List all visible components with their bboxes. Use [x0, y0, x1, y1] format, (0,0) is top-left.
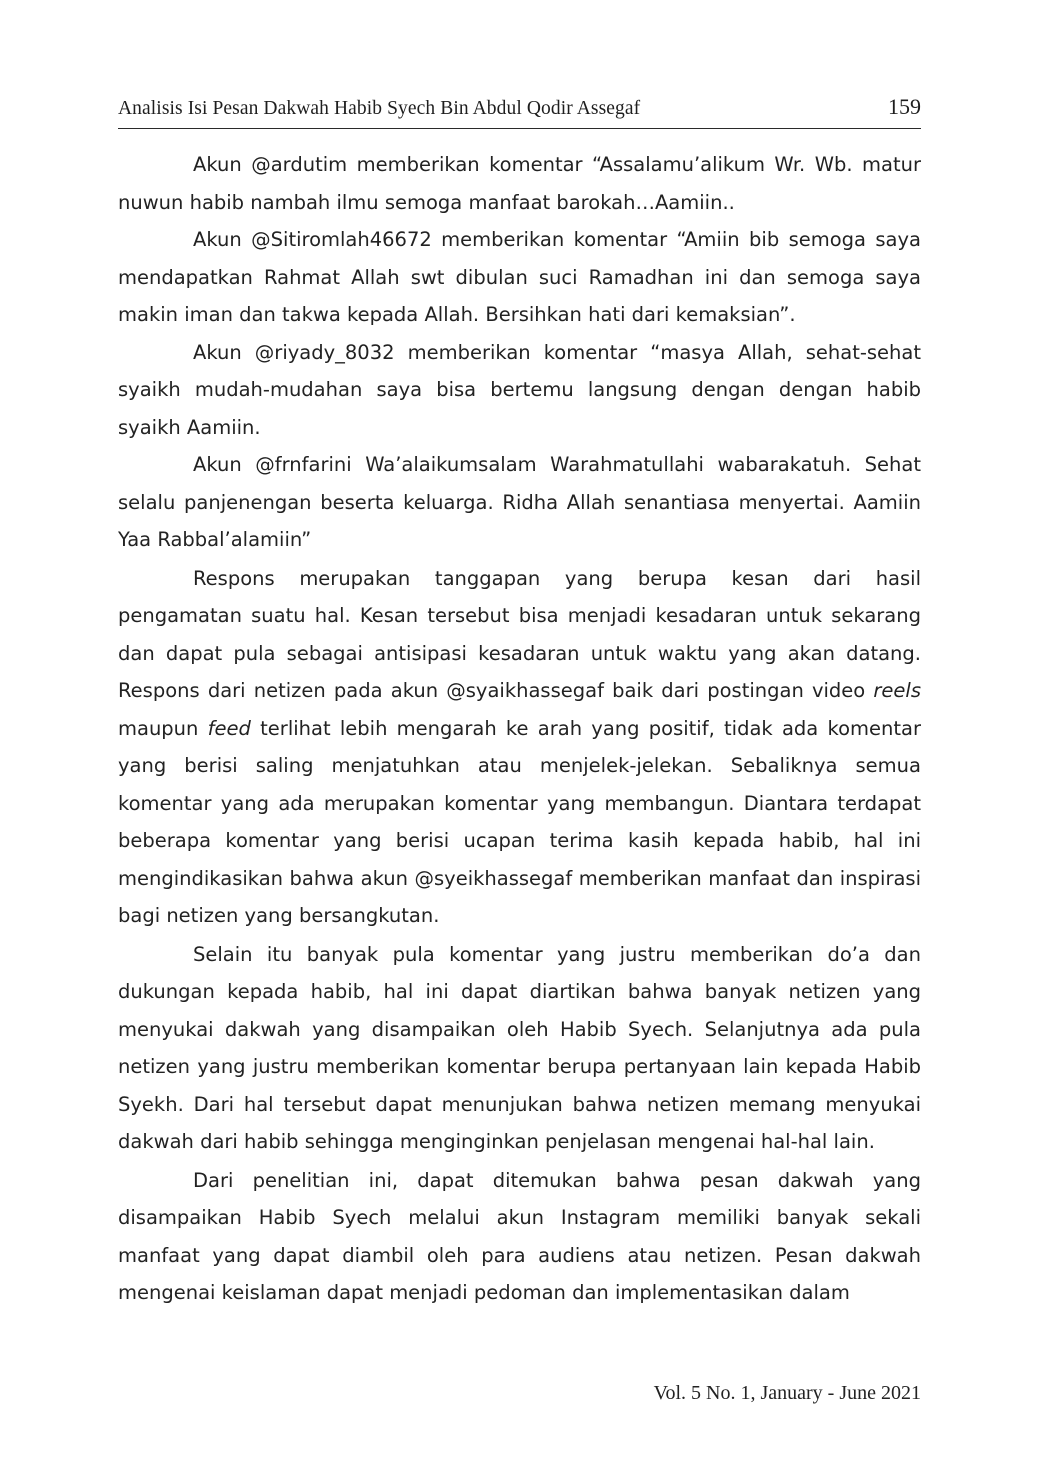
paragraph-selain-itu: Selain itu banyak pula komentar yang justru memberikan do’a dan dukungan kepada habib, hal ini dapat diartikan bahwa banyak netizen yang menyukai dakwah yang disampaikan oleh Habib Syech. Selanjutnya ada pula netizen yang justru memberikan komentar berupa pertanyaan lain kepada Habib Syekh. Dari hal tersebut dapat menunjukan bahwa netizen memang menyukai dakwah dari habib sehingga menginginkan penjelasan mengenai hal-hal lain. — [118, 942, 921, 1153]
running-title: Analisis Isi Pesan Dakwah Habib Syech Bin Abdul Qodir Assegaf — [118, 98, 641, 119]
page-number: 159 — [888, 94, 921, 119]
paragraph-penelitian: Dari penelitian ini, dapat ditemukan bahwa pesan dakwah yang disampaikan Habib Syech melalui akun Instagram memiliki banyak sekali manfaat yang dapat diambil oleh para audiens atau netizen. Pesan dakwah mengenai keislaman dapat menjadi pedoman dan implementasikan dalam — [118, 1168, 921, 1304]
paragraph-respons-part-3: terlihat lebih mengarah ke arah yang positif, tidak ada komentar yang berisi saling menjatuhkan atau menjelek-jelekan. Sebaliknya semua komentar yang ada merupakan komentar yang membangun. Diantara terdapat beberapa komentar yang berisi ucapan terima kasih kepada habib, hal ini mengindikasikan bahwa akun @syeikhassegaf memberikan manfaat dan inspirasi bagi netizen yang bersangkutan. — [118, 716, 921, 927]
page-header — [118, 92, 921, 129]
italic-term-feed: feed — [207, 716, 251, 740]
paragraph-respons-part-1: Respons merupakan tanggapan yang berupa kesan dari hasil pengamatan suatu hal. Kesan tersebut bisa menjadi kesadaran untuk sekarang dan dapat pula sebagai antisipasi kesadaran untuk waktu yang akan datang. Respons dari netizen pada akun @syaikhassegaf baik dari postingan video — [118, 566, 921, 702]
italic-term-reels: reels — [873, 679, 921, 702]
body-text — [118, 146, 921, 1312]
paragraph-comment-ardutim: Akun @ardutim memberikan komentar “Assalamu’alikum Wr. Wb. matur nuwun habib nambah ilmu semoga manfaat barokah…Aamiin.. — [118, 153, 921, 214]
paragraph-respons-part-2: maupun — [118, 716, 208, 740]
paragraph-comment-frnfarini: Akun @frnfarini Wa’alaikumsalam Warahmatullahi wabarakatuh. Sehat selalu panjenengan beserta keluarga. Ridha Allah senantiasa menyertai. Aamiin Yaa Rabbal’alamiin” — [118, 453, 921, 551]
paragraph-comment-riyady: Akun @riyady_8032 memberikan komentar “masya Allah, sehat-sehat syaikh mudah-mudahan saya bisa bertemu langsung dengan dengan habib syaikh Aamiin. — [118, 340, 921, 439]
paragraph-comment-sitiromlah: Akun @Sitiromlah46672 memberikan komentar “Amiin bib semoga saya mendapatkan Rahmat Allah swt dibulan suci Ramadhan ini dan semoga saya makin iman dan takwa kepada Allah. Bersihkan hati dari kemaksian”. — [118, 228, 921, 326]
footer-volume-info: Vol. 5 No. 1, January - June 2021 — [653, 1382, 921, 1404]
paragraph-respons — [118, 560, 921, 935]
